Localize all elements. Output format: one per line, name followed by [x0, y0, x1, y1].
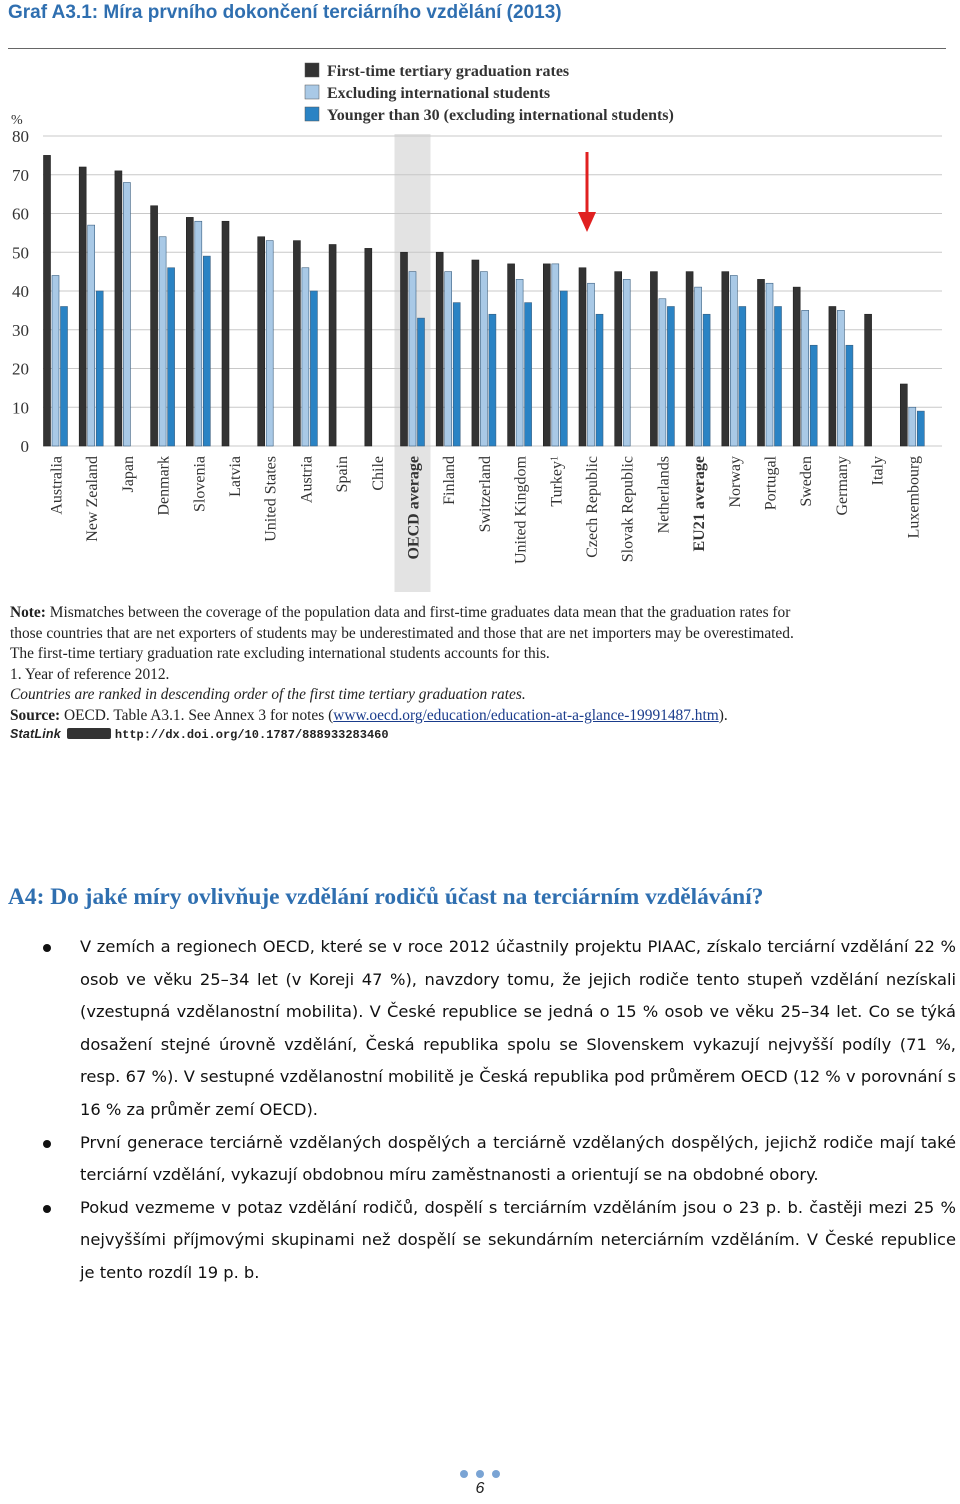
- category-label: OECD average: [405, 456, 423, 560]
- category-label: Czech Republic: [584, 456, 601, 558]
- category-label: Switzerland: [476, 456, 494, 533]
- bar: [623, 279, 630, 446]
- bar: [758, 279, 765, 446]
- bar: [453, 303, 460, 446]
- y-tick-label: 0: [20, 437, 29, 456]
- note-line-1: [10, 603, 950, 624]
- category-label: United Kingdom: [512, 456, 530, 564]
- bullet-dot-icon: [43, 1205, 51, 1213]
- bar: [302, 268, 309, 446]
- bar: [409, 272, 416, 446]
- source-line: [10, 706, 950, 727]
- page-dots-icon: [440, 1470, 520, 1478]
- bar: [686, 272, 693, 446]
- category-label: Austria: [298, 456, 316, 504]
- bar: [508, 264, 515, 446]
- bar: [489, 314, 496, 446]
- bar: [560, 291, 567, 446]
- category-label: EU21 average: [691, 456, 709, 552]
- bar: [588, 283, 595, 446]
- y-tick-label: 10: [12, 398, 29, 418]
- bar: [195, 221, 202, 446]
- bar: [123, 183, 130, 447]
- category-superscript: 1: [549, 456, 561, 461]
- y-tick-label: 20: [12, 359, 29, 379]
- bullet-item: [40, 1192, 956, 1290]
- category-label: United States: [262, 456, 280, 542]
- category-label: Norway: [726, 456, 744, 508]
- bar: [159, 237, 166, 446]
- bar: [667, 307, 674, 447]
- bar: [837, 310, 844, 446]
- bar: [329, 245, 336, 447]
- legend-label: Younger than 30 (excluding international students): [327, 107, 674, 124]
- statlink-url[interactable]: http://dx.doi.org/10.1787/888933283460: [114, 728, 389, 742]
- bar: [516, 279, 523, 446]
- category-label: New Zealand: [84, 456, 102, 542]
- category-label: Slovenia: [191, 456, 209, 512]
- category-label: Portugal: [762, 456, 780, 511]
- bullet-item: [40, 931, 956, 1127]
- bar: [472, 260, 479, 446]
- chart-title: Graf A3.1: Míra prvního dokončení terciárního vzdělání (2013): [8, 2, 562, 23]
- y-tick-label: 30: [12, 320, 29, 340]
- bullet-item: [40, 1127, 956, 1192]
- category-label: Turkey$^1$: [548, 456, 566, 507]
- legend-swatch: [305, 107, 319, 121]
- bar: [222, 221, 229, 446]
- y-axis-label: %: [11, 113, 23, 128]
- bar: [739, 307, 746, 447]
- category-label: Chile: [369, 456, 387, 491]
- bar: [900, 384, 907, 446]
- category-label: Denmark: [155, 456, 173, 516]
- statlink: [10, 727, 389, 742]
- bar-chart: [0, 52, 960, 600]
- bar: [596, 314, 603, 446]
- bar: [615, 272, 622, 446]
- bar: [258, 237, 265, 446]
- bar: [203, 256, 210, 446]
- bar: [401, 252, 408, 446]
- bar: [543, 264, 550, 446]
- note-line-4: 1. Year of reference 2012.: [10, 665, 170, 683]
- bar: [846, 345, 853, 446]
- source-link[interactable]: www.oecd.org/education/education-at-a-glance-19991487.htm: [333, 706, 719, 724]
- page-footer: [440, 1470, 520, 1498]
- chart-notes: [10, 603, 950, 726]
- bar: [186, 217, 193, 446]
- bar: [829, 307, 836, 447]
- bar: [266, 241, 273, 446]
- bar: [659, 299, 666, 446]
- legend-swatch: [305, 85, 319, 99]
- bar: [865, 314, 872, 446]
- bullet-text: První generace terciárně vzdělaných dospělých a terciárně vzdělaných dospělých, jejichž rodiče mají také terciární vzdělání, vykazují obdobnou míru zaměstnanosti a orientují se na obdobné obory.: [80, 1132, 956, 1185]
- bar: [775, 307, 782, 447]
- bar: [151, 206, 158, 446]
- bar: [552, 264, 559, 446]
- bar: [79, 167, 86, 446]
- bar: [703, 314, 710, 446]
- bar: [579, 268, 586, 446]
- bar: [802, 310, 809, 446]
- category-label: Germany: [833, 456, 851, 516]
- bar: [52, 276, 59, 447]
- bullet-text: Pokud vezmeme v potaz vzdělání rodičů, dospělí s terciárním vzděláním jsou o 23 p. b. častěji mezi 25 % nejvyššími příjmovými skupinami než dospělí se sekundárním neterciárním vzděláním. V České republice je tento rozdíl 19 p. b.: [80, 1197, 956, 1282]
- bar: [917, 411, 924, 446]
- bar: [909, 407, 916, 446]
- bullet-text: V zemích a regionech OECD, které se v roce 2012 účastnily projektu PIAAC, získalo terciární vzdělání 22 % osob ve věku 25–34 let (v Koreji 47 %), navzdory tomu, že jejich rodiče tento stupeň vzdělání nezískali (vzestupná vzdělanostní mobilita). V České republice se jedná o 15 % osob ve věku 25–34 let. Co se týká dosažení stejné úrovně vzdělání, Česká republika spolu se Slovenskem vykazují nejvyšší podíly (71 %, resp. 67 %). V sestupné vzdělanostní mobilitě je Česká republika pod průměrem OECD (12 % v porovnání s 16 % za průměr zemí OECD).: [80, 937, 956, 1119]
- note-line-3: The first-time tertiary graduation rate excluding international students accounts for this.: [10, 645, 550, 662]
- category-label: Slovak Republic: [619, 456, 637, 563]
- bar: [730, 276, 737, 447]
- bar: [525, 303, 532, 446]
- category-label: Luxembourg: [905, 456, 923, 539]
- category-label: Italy: [869, 456, 887, 486]
- bar: [418, 318, 425, 446]
- source-label: Source:: [10, 706, 61, 724]
- bar: [695, 287, 702, 446]
- y-tick-label: 80: [12, 127, 29, 146]
- bar: [445, 272, 452, 446]
- y-tick-label: 70: [12, 165, 29, 185]
- statlink-label: StatLink: [10, 727, 61, 741]
- legend-label: First-time tertiary graduation rates: [327, 63, 570, 80]
- arrow-down-icon: [578, 212, 596, 232]
- page-number: 6: [475, 1480, 485, 1497]
- bar: [436, 252, 443, 446]
- bar: [88, 225, 95, 446]
- bullet-dot-icon: [43, 944, 51, 952]
- category-label: Finland: [441, 456, 459, 505]
- bar: [810, 345, 817, 446]
- section-heading: A4: Do jaké míry ovlivňuje vzdělání rodičů účast na terciárním vzdělávání?: [8, 884, 764, 910]
- y-tick-label: 40: [12, 282, 29, 301]
- bar: [480, 272, 487, 446]
- bar: [293, 241, 300, 446]
- y-tick-label: 50: [12, 243, 29, 263]
- legend-swatch: [305, 63, 319, 77]
- bar: [365, 248, 372, 446]
- bullet-list: [40, 931, 956, 1290]
- bar: [168, 268, 175, 446]
- category-label: Netherlands: [655, 456, 673, 534]
- bullet-dot-icon: [43, 1140, 51, 1148]
- note-label: Note:: [10, 604, 46, 621]
- bar: [766, 283, 773, 446]
- note-text-1: Mismatches between the coverage of the population data and first-time graduates data mean that the graduation rates for: [45, 604, 791, 621]
- category-label: Japan: [119, 456, 137, 493]
- bar: [310, 291, 317, 446]
- legend-label: Excluding international students: [327, 85, 551, 102]
- category-label: Spain: [334, 456, 352, 493]
- bar: [61, 307, 68, 447]
- bar: [793, 287, 800, 446]
- bar: [96, 291, 103, 446]
- category-label: Sweden: [798, 456, 816, 507]
- bar: [650, 272, 657, 446]
- category-label: Latvia: [227, 456, 244, 497]
- y-tick-label: 60: [12, 204, 29, 224]
- title-divider: [8, 48, 946, 49]
- source-end: ).: [718, 706, 728, 724]
- category-label: Australia: [48, 456, 66, 515]
- source-text: OECD. Table A3.1. See Annex 3 for notes (: [60, 706, 334, 724]
- oecd-logo-icon: [67, 728, 111, 739]
- bar: [722, 272, 729, 446]
- bar: [115, 171, 122, 446]
- bar: [44, 155, 51, 446]
- ranking-note: Countries are ranked in descending order of the first time tertiary graduation rates.: [10, 686, 526, 703]
- note-line-2: those countries that are net exporters of students may be underestimated and those that are net importers may be overestimated.: [10, 624, 794, 642]
